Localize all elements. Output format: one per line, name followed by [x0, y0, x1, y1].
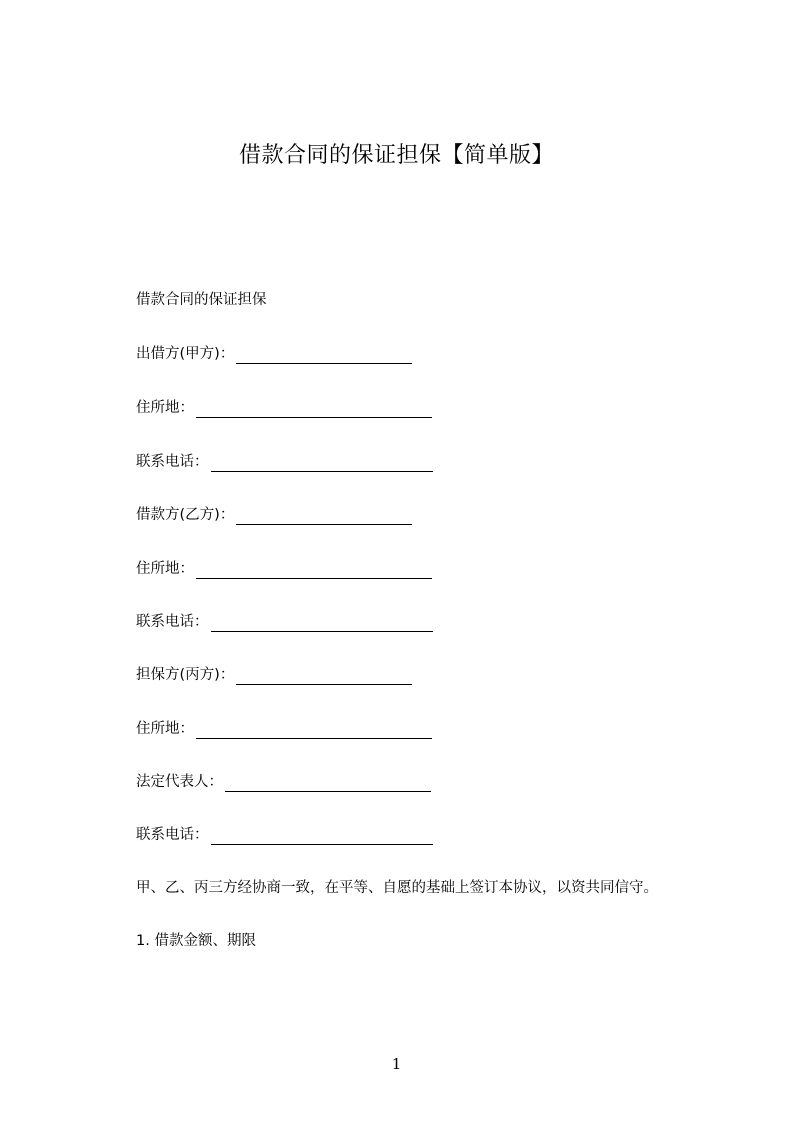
borrower-address-field	[136, 559, 432, 579]
lender-address-field	[136, 398, 432, 418]
lender-address-label: 住所地：	[136, 400, 194, 416]
preamble-paragraph: 甲、乙、丙三方经协商一致，在平等、自愿的基础上签订本协议，以资共同信守。	[136, 880, 658, 896]
borrower-address-blank[interactable]	[196, 562, 432, 579]
guarantor-legal-rep-field	[136, 772, 431, 792]
lender-field	[136, 344, 412, 364]
guarantor-phone-blank[interactable]	[211, 828, 433, 845]
document-title: 借款合同的保证担保【简单版】	[238, 143, 554, 168]
lender-phone-label: 联系电话：	[136, 454, 209, 470]
page-number: 1	[391, 1055, 402, 1073]
lender-phone-field	[136, 452, 433, 472]
guarantor-field	[136, 665, 412, 685]
guarantor-address-label: 住所地：	[136, 721, 194, 737]
section-1-heading: 1. 借款金额、期限	[136, 933, 256, 949]
guarantor-legal-rep-label: 法定代表人：	[136, 774, 223, 790]
contract-subtitle: 借款合同的保证担保	[136, 292, 267, 308]
borrower-phone-blank[interactable]	[211, 615, 433, 632]
borrower-field	[136, 505, 412, 525]
borrower-label: 借款方(乙方)：	[136, 507, 235, 523]
borrower-address-label: 住所地：	[136, 561, 194, 577]
guarantor-legal-rep-blank[interactable]	[225, 775, 431, 792]
lender-blank[interactable]	[236, 347, 412, 364]
guarantor-label: 担保方(丙方)：	[136, 667, 235, 683]
borrower-phone-field	[136, 612, 433, 632]
lender-address-blank[interactable]	[196, 401, 432, 418]
guarantor-phone-field	[136, 825, 433, 845]
guarantor-address-field	[136, 719, 432, 739]
borrower-phone-label: 联系电话：	[136, 614, 209, 630]
lender-phone-blank[interactable]	[211, 455, 433, 472]
borrower-blank[interactable]	[236, 508, 412, 525]
guarantor-address-blank[interactable]	[196, 722, 432, 739]
guarantor-phone-label: 联系电话：	[136, 827, 209, 843]
guarantor-blank[interactable]	[236, 668, 412, 685]
lender-label: 出借方(甲方)：	[136, 346, 235, 362]
